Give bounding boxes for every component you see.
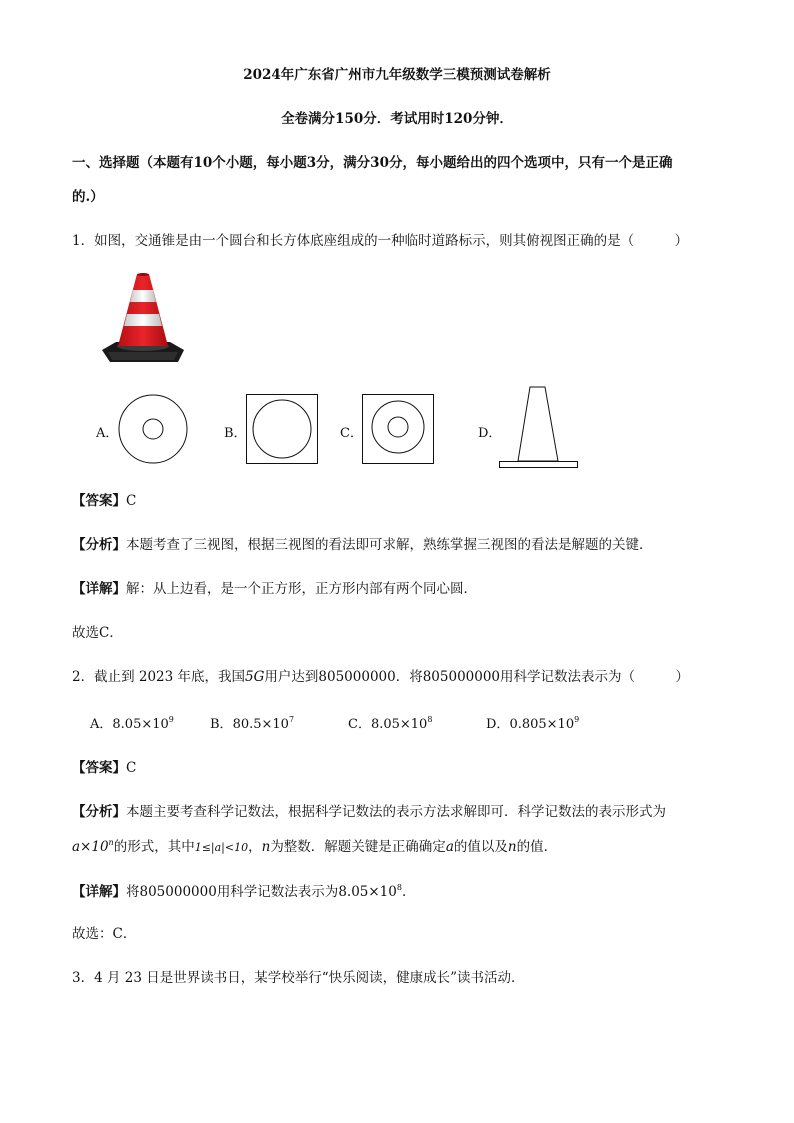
q2-stem bbox=[72, 668, 689, 686]
q2-conclusion: 故选：C． bbox=[72, 926, 137, 942]
q1-option-b-figure bbox=[246, 394, 318, 464]
q2-analysis-text2d: 为整数．解题关键是正确确定 bbox=[270, 839, 446, 855]
q2-option-d-base: 0.805×10 bbox=[509, 717, 575, 732]
q2-option-d-exp: 9 bbox=[574, 715, 580, 724]
q2-analysis-line2 bbox=[72, 834, 557, 857]
q2-option-d bbox=[486, 713, 579, 732]
q2-stem-a: 2．截止到 2023 年底，我国 bbox=[72, 669, 246, 685]
q1-option-c-figure bbox=[362, 394, 434, 464]
q1-stem: 1．如图，交通锥是由一个圆台和长方体底座组成的一种临时道路标示，则其俯视图正确的是（ ） bbox=[72, 233, 689, 249]
traffic-cone-image bbox=[98, 272, 188, 368]
q2-option-a bbox=[90, 713, 174, 732]
q1-option-c-label: C． bbox=[340, 426, 363, 441]
q2-detail-c: ． bbox=[401, 884, 416, 900]
q3-stem-a: 3． bbox=[72, 970, 95, 986]
q2-stem-num: 805000000 bbox=[318, 669, 396, 685]
q2-option-a-exp: 9 bbox=[168, 715, 174, 724]
q3-stem bbox=[72, 969, 525, 987]
q2-answer bbox=[72, 759, 136, 777]
q1-option-b-label: B． bbox=[224, 426, 247, 441]
q2-option-c-label: C． bbox=[348, 717, 371, 732]
q2-detail-base: 8.05×10 bbox=[338, 884, 397, 900]
q2-stem-d: 用科学记数法表示为（ ） bbox=[500, 669, 690, 685]
q2-analysis-tag: 【分析】 bbox=[72, 804, 126, 820]
q2-detail-b: 用科学记数法表示为 bbox=[216, 884, 339, 900]
q1-answer bbox=[72, 492, 136, 510]
q1-analysis-tag: 【分析】 bbox=[72, 537, 126, 553]
q2-stem-c: ．将 bbox=[395, 669, 423, 685]
q2-option-b-label: B． bbox=[210, 717, 233, 732]
q1-option-d-label: D． bbox=[478, 426, 502, 441]
q2-answer-value: C bbox=[126, 760, 137, 776]
q1-analysis bbox=[72, 536, 653, 554]
page-subtitle: 全卷满分150分．考试用时120分钟． bbox=[281, 111, 513, 127]
q2-analysis-a: a bbox=[445, 839, 454, 855]
q2-detail-a: 将 bbox=[126, 884, 140, 900]
q2-analysis-text1: 本题主要考查科学记数法，根据科学记数法的表示方法求解即可．科学记数法的表示形式为 bbox=[126, 804, 666, 820]
q1-conclusion: 故选C． bbox=[72, 625, 123, 641]
q3-stem-date: 4 月 23 日 bbox=[94, 970, 160, 986]
q1-option-a-figure bbox=[118, 394, 188, 464]
q2-option-b-exp: 7 bbox=[288, 715, 295, 724]
q1-answer-tag: 【答案】 bbox=[72, 493, 126, 509]
q2-detail-tag: 【详解】 bbox=[72, 884, 126, 900]
q2-option-a-label: A． bbox=[90, 717, 113, 732]
q2-stem-5g: 5G bbox=[245, 669, 265, 685]
q2-option-c-exp: 8 bbox=[427, 715, 433, 724]
q2-detail-num: 805000000 bbox=[139, 884, 217, 900]
q2-stem-b: 用户达到 bbox=[264, 669, 319, 685]
q3-stem-b: 是世界读书日，某学校举行“快乐阅读，健康成长”读书活动． bbox=[159, 970, 525, 986]
q2-detail bbox=[72, 879, 415, 901]
q1-option-d-figure bbox=[498, 386, 580, 470]
q1-option-a-label: A． bbox=[96, 426, 119, 441]
q2-analysis-n: n bbox=[261, 839, 271, 855]
q2-analysis-text2e: 的值以及 bbox=[453, 839, 508, 855]
section-heading-line2: 的.） bbox=[72, 189, 104, 205]
q2-option-b-base: 80.5×10 bbox=[232, 717, 289, 732]
section-heading-line1: 一、选择题（本题有10个小题，每小题3分，满分30分，每小题给出的四个选项中，只有一个是正确 bbox=[72, 155, 673, 171]
q2-analysis-a10: a×10 bbox=[72, 839, 109, 855]
q2-detail-exp: 8 bbox=[396, 883, 402, 892]
q2-option-c bbox=[348, 713, 432, 732]
q2-analysis-range: 1≤|a|<10 bbox=[194, 841, 249, 854]
q2-analysis-exp-n: n bbox=[108, 838, 114, 847]
q1-detail-text: 解：从上边看，是一个正方形，正方形内部有两个同心圆． bbox=[126, 581, 477, 597]
q2-option-a-base: 8.05×10 bbox=[112, 717, 169, 732]
q2-analysis-n2: n bbox=[507, 839, 517, 855]
q2-analysis-line1 bbox=[72, 803, 666, 821]
q2-stem-num2: 805000000 bbox=[422, 669, 501, 685]
q1-analysis-text: 本题考查了三视图，根据三视图的看法即可求解，熟练掌握三视图的看法是解题的关键． bbox=[126, 537, 653, 553]
q1-answer-value: C bbox=[126, 493, 137, 509]
q2-option-c-base: 8.05×10 bbox=[370, 717, 428, 732]
q1-detail bbox=[72, 580, 477, 598]
q2-option-b bbox=[210, 713, 294, 732]
q2-answer-tag: 【答案】 bbox=[72, 760, 126, 776]
q2-option-d-label: D． bbox=[486, 717, 510, 732]
q1-detail-tag: 【详解】 bbox=[72, 581, 126, 597]
page-title: 2024年广东省广州市九年级数学三模预测试卷解析 bbox=[243, 67, 551, 83]
q2-analysis-text2c: ， bbox=[248, 839, 262, 855]
q2-analysis-text2f: 的值． bbox=[516, 839, 558, 855]
q2-analysis-text2b: 的形式，其中 bbox=[113, 839, 195, 855]
